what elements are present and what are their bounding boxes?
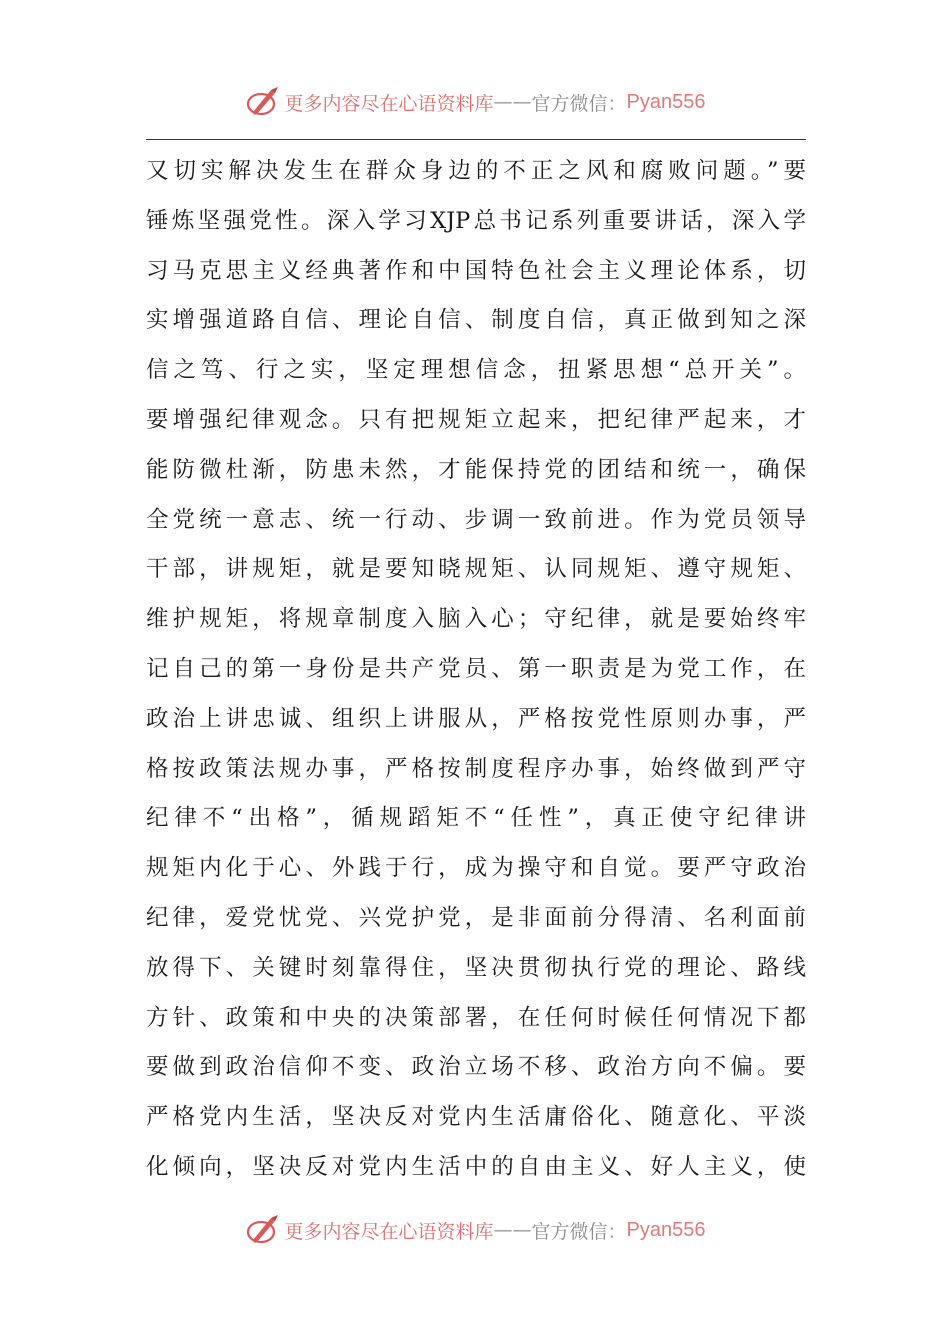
text-line: 全党统一意志、统一行动、步调一致前进。作为党员领导 <box>146 506 806 533</box>
banner-wechat-label: 官方微信： <box>531 1220 627 1243</box>
text-line: 纪律，爱党忧党、兴党护党，是非面前分得清、名利面前 <box>146 904 806 931</box>
text-line: 维护规矩，将规章制度入脑入心；守纪律，就是要始终牢 <box>146 606 806 633</box>
quill-pen-logo-icon <box>245 84 281 120</box>
banner-title: 更多内容尽在心语资料库 <box>284 92 494 115</box>
text-line: 干部，讲规矩，就是要知晓规矩、认同规矩、遵守规矩、 <box>146 556 806 583</box>
banner-wechat-label: 官方微信： <box>531 92 627 115</box>
quill-pen-logo-icon <box>245 1212 281 1248</box>
text-line: 纪律不“出格”，循规蹈矩不“任性”，真正使守纪律讲 <box>146 805 806 832</box>
text-line: 放得下、关键时刻靠得住，坚决贯彻执行党的理论、路线 <box>146 954 806 981</box>
text-line: 实增强道路自信、理论自信、制度自信，真正做到知之深 <box>146 307 806 334</box>
text-line: 又切实解决发生在群众身边的不正之风和腐败问题。”要 <box>146 158 806 184</box>
text-line: 方针、政策和中央的决策部署，在任何时候任何情况下都 <box>146 1004 806 1031</box>
banner-wechat-id: Pyan556 <box>626 1218 706 1241</box>
text-line: 要做到政治信仰不变、政治立场不移、政治方向不偏。要 <box>146 1054 806 1081</box>
text-line: 要增强纪律观念。只有把规矩立起来，把纪律严起来，才 <box>146 406 806 433</box>
text-line: 政治上讲忠诚、组织上讲服从，严格按党性原则办事，严 <box>146 705 806 732</box>
banner-title: 更多内容尽在心语资料库 <box>284 1220 494 1243</box>
text-line: 规矩内化于心、外践于行，成为操守和自觉。要严守政治 <box>146 855 806 882</box>
document-body <box>146 147 806 1193</box>
header-banner <box>0 82 950 122</box>
text-line: 记自己的第一身份是共产党员、第一职责是为党工作，在 <box>146 655 806 682</box>
banner-separator: —— <box>493 1219 532 1241</box>
text-line: 化倾向，坚决反对党内生活中的自由主义、好人主义，使 <box>146 1153 806 1180</box>
text-line: 信之笃、行之实，坚定理想信念，扭紧思想“总开关”。 <box>146 357 806 384</box>
banner-wechat-id: Pyan556 <box>626 90 706 113</box>
text-line: 锤炼坚强党性。深入学习XJP总书记系列重要讲话，深入学 <box>146 207 806 234</box>
header-divider <box>146 139 806 140</box>
banner-separator: —— <box>493 91 532 113</box>
footer-banner <box>0 1210 950 1250</box>
text-line: 习马克思主义经典著作和中国特色社会主义理论体系，切 <box>146 257 806 284</box>
text-line: 格按政策法规办事，严格按制度程序办事，始终做到严守 <box>146 755 806 782</box>
text-line: 能防微杜渐，防患未然，才能保持党的团结和统一，确保 <box>146 456 806 483</box>
text-line: 严格党内生活，坚决反对党内生活庸俗化、随意化、平淡 <box>146 1104 806 1131</box>
